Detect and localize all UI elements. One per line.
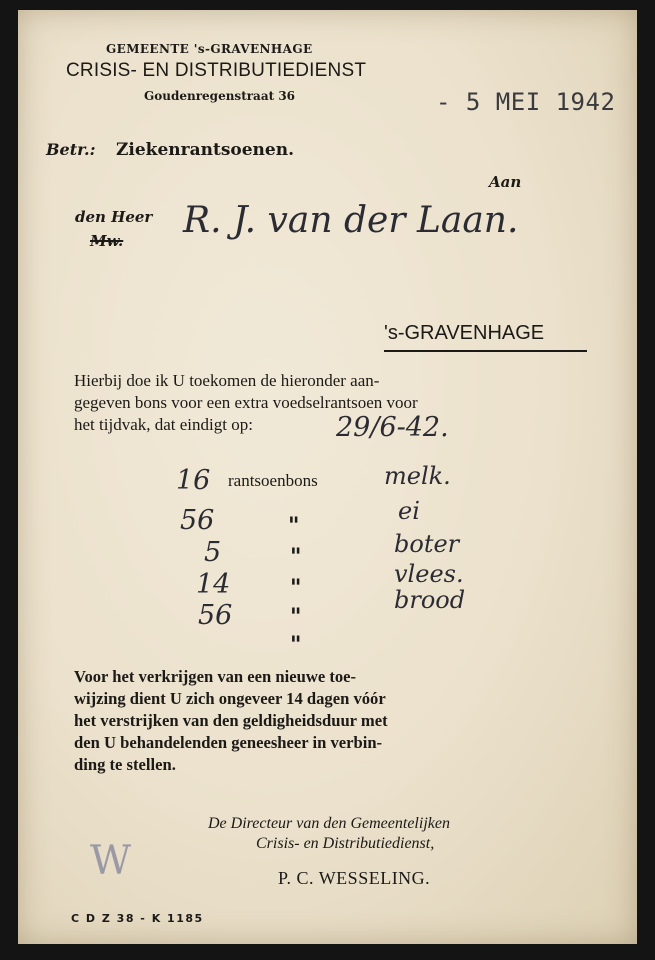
municipality-heading: GEMEENTE 's-GRAVENHAGE [106,42,313,56]
ditto-mark: " [290,632,302,658]
coupon-item: ei [398,497,420,525]
coupon-qty: 5 [204,537,222,568]
signature-title-line1: De Directeur van den Gemeentelijken [208,815,450,832]
ditto-mark: " [290,604,302,630]
recipient-aan: Aan [489,173,522,191]
signature-name: P. C. WESSELING. [278,868,431,888]
intro-line: gegeven bons voor een extra voedselrantsoen voor [74,393,418,412]
notice-line: het verstrijken van den geldigheidsduur met [74,711,388,730]
coupon-qty: 14 [196,569,231,600]
signature-title-line2: Crisis- en Distributiedienst, [256,835,435,852]
coupon-item: boter [394,530,460,558]
notice-line: Voor het verkrijgen van een nieuwe toe- [74,667,357,686]
intro-line: het tijdvak, dat eindigt op: [74,415,253,434]
intro-line: Hierbij doe ik U toekomen de hieronder aan- [74,371,380,390]
recipient-salutation: den Heer [75,208,153,226]
ditto-mark: " [288,513,300,539]
notice-line: den U behandelenden geneesheer in verbin- [74,733,383,752]
pencil-initials: W [90,838,132,884]
service-address: Goudenregenstraat 36 [144,89,296,103]
end-date-handwritten: 29/6-42. [336,412,449,443]
form-code: C D Z 38 - K 1185 [71,912,204,925]
coupon-item: melk. [384,462,451,490]
date-stamp: - 5 MEI 1942 [436,88,616,116]
city-underline [384,350,587,352]
recipient-name-handwritten: R. J. van der Laan. [183,200,519,241]
ditto-mark: " [290,544,302,570]
notice-line: wijzing dient U zich ongeveer 14 dagen vóór [74,689,386,708]
intro-paragraph [74,370,584,436]
coupon-qty: 16 [176,465,211,496]
recipient-city: 's-GRAVENHAGE [384,322,545,344]
coupon-qty: 56 [198,600,233,631]
coupon-item: brood [394,586,466,614]
notice-paragraph [74,666,586,776]
notice-line: ding te stellen. [74,755,176,774]
subject-label: Betr.: [46,140,96,159]
ration-letter [18,10,637,944]
ditto-mark: " [290,575,302,601]
coupon-item: vlees. [394,560,464,588]
subject-value: Ziekenrantsoenen. [116,140,295,160]
coupon-label: rantsoenbons [228,471,318,490]
coupon-qty: 56 [180,505,215,536]
recipient-struck-title: Mw. [90,232,124,250]
service-heading: CRISIS- EN DISTRIBUTIEDIENST [66,60,367,81]
